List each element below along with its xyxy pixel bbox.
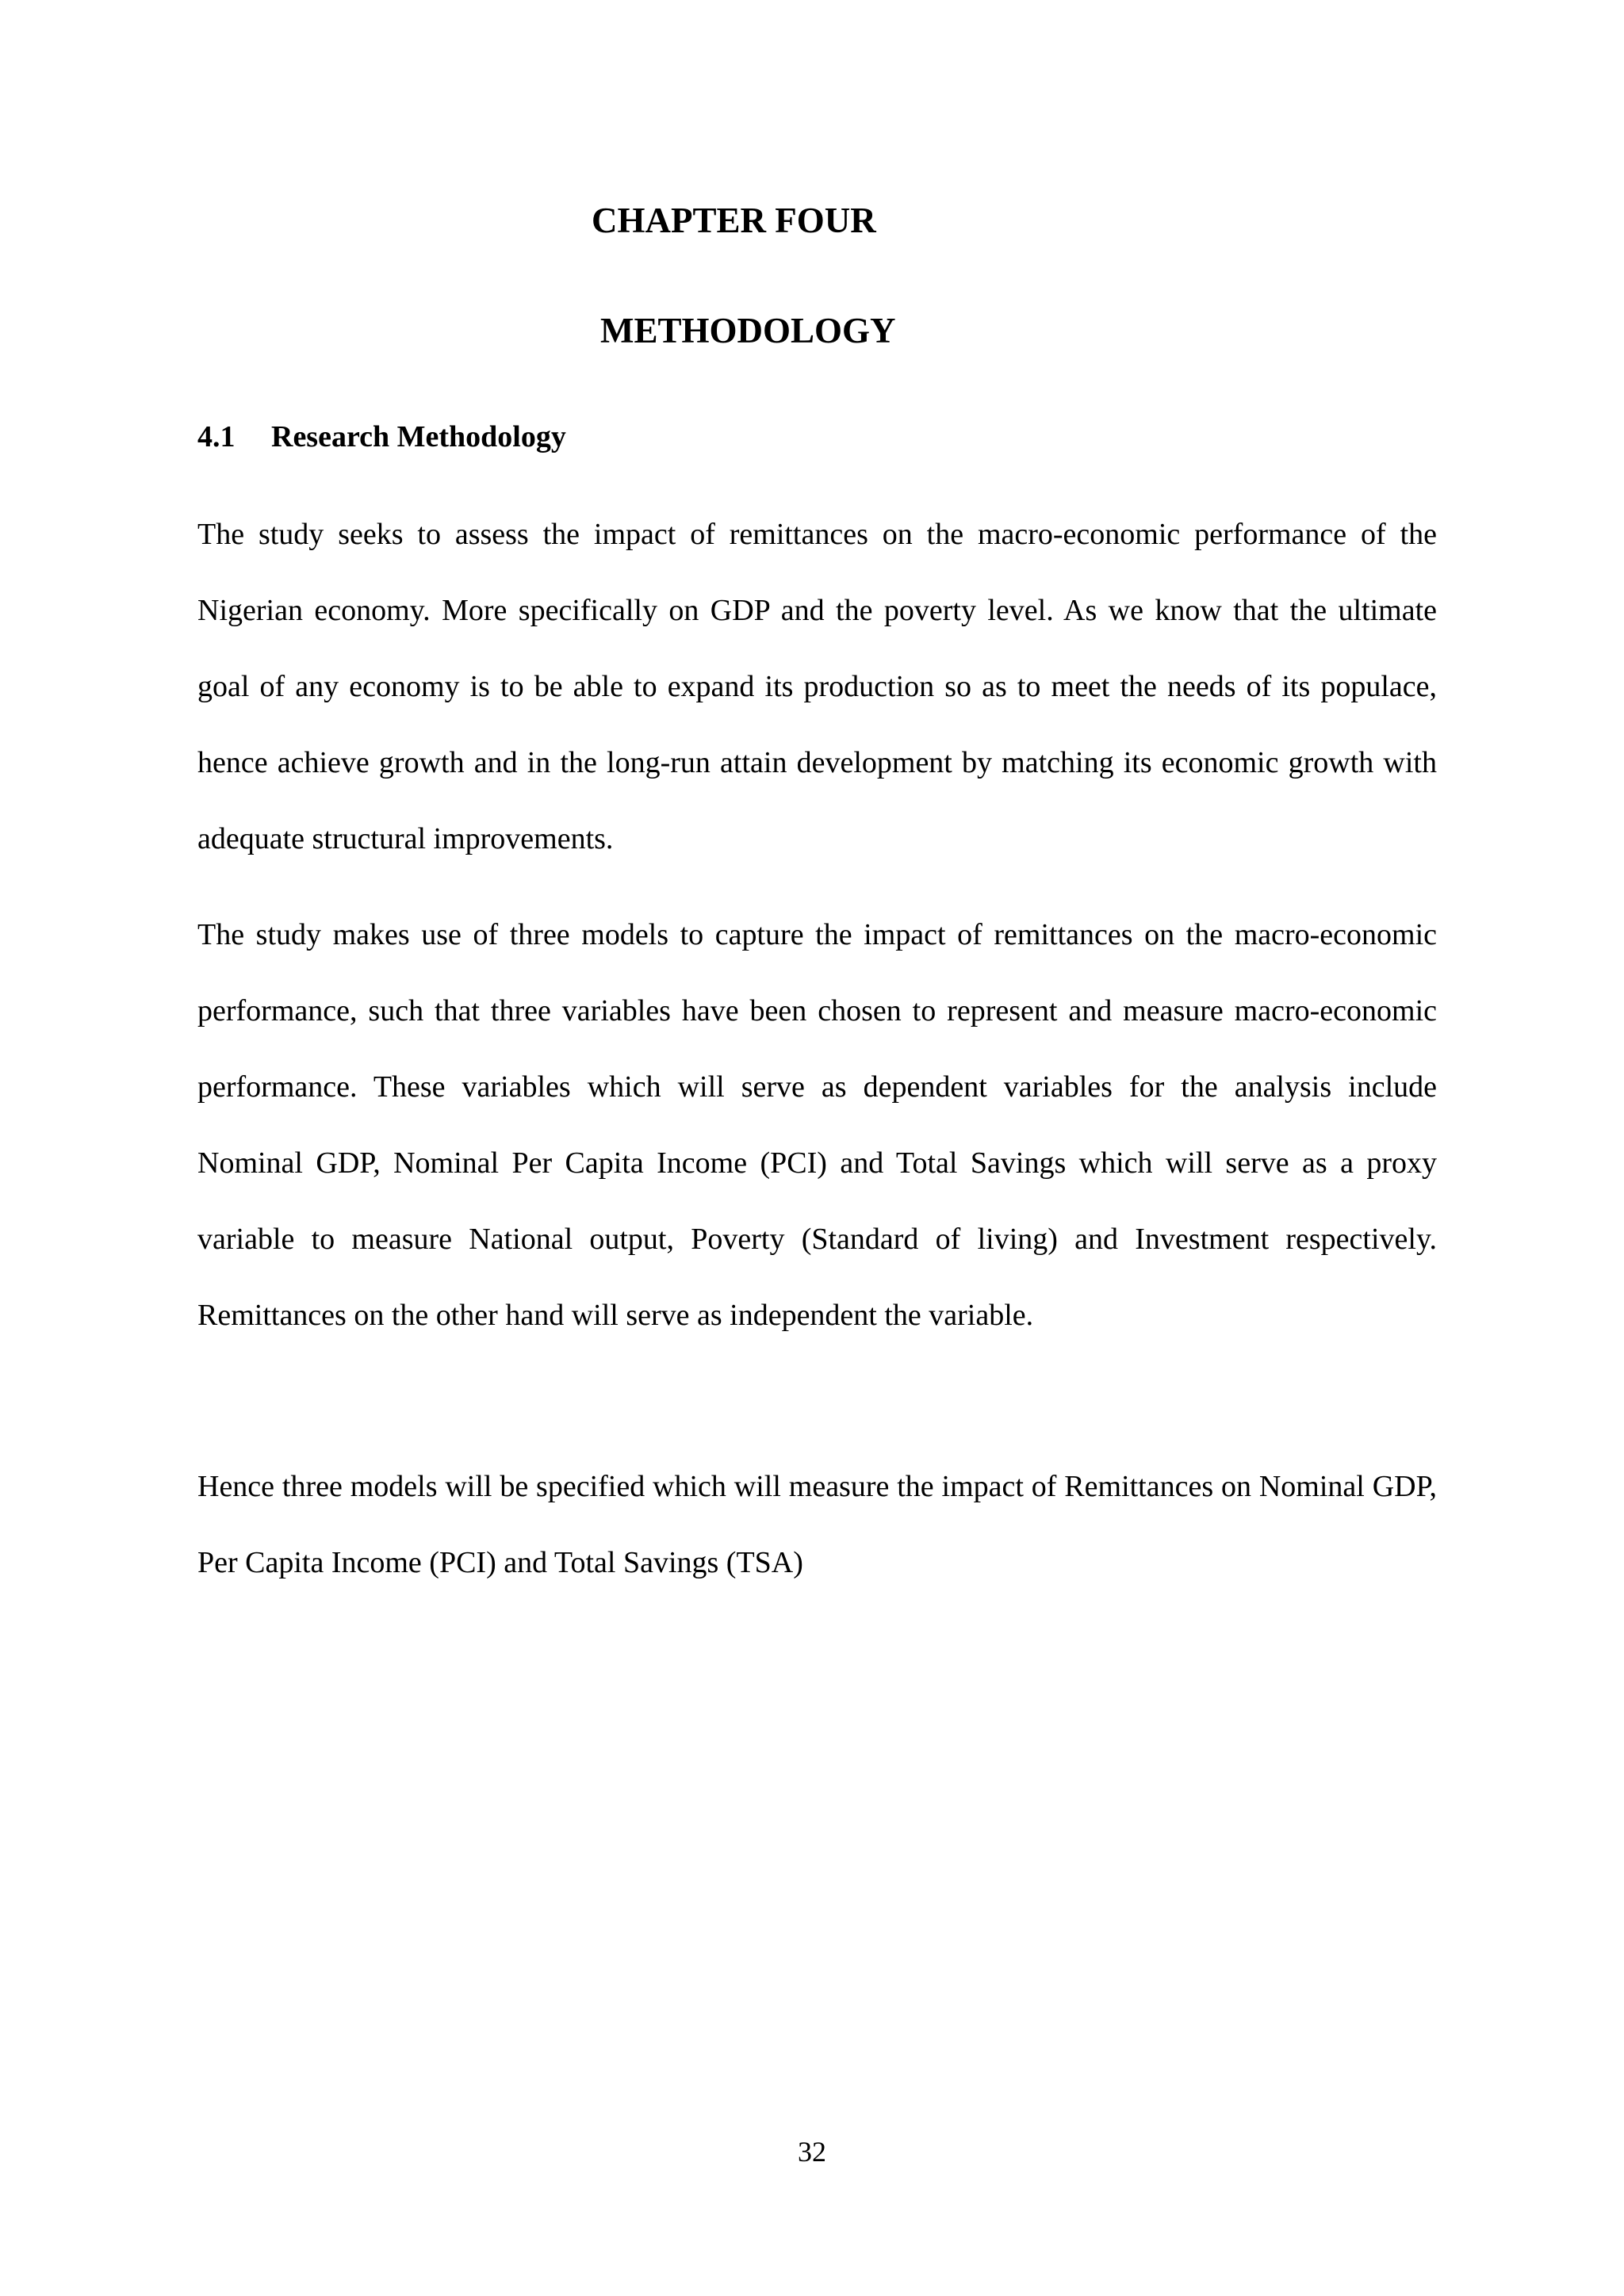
chapter-title: CHAPTER FOUR — [592, 201, 876, 240]
paragraph-2: The study makes use of three models to capture the impact of remittances on the macro-economic performance, such that three variables have been chosen to represent and measure macro-economic performance. These variables which will serve as dependent variables for the analysis include Nominal GDP, Nominal Per Capita Income (PCI) and Total Savings which will serve as a proxy variable to measure National output, Poverty (Standard of living) and Investment respectively. Remittances on the other hand will serve as independent the variable. — [197, 918, 1437, 1332]
page-number: 32 — [798, 2136, 826, 2168]
paragraph-3: Hence three models will be specified which will measure the impact of Remittances on Nominal GDP, Per Capita Income (PCI) and Total Savings (TSA) — [197, 1470, 1437, 1579]
paragraph-1: The study seeks to assess the impact of remittances on the macro-economic performance of the Nigerian economy. More specifically on GDP and the poverty level. As we know that the ultimate goal of any economy is to be able to expand its production so as to meet the needs of its populace, hence achieve growth and in the long-run attain development by matching its economic growth with adequate structural improvements. — [197, 518, 1437, 855]
section-number: 4.1 — [197, 420, 236, 453]
section-heading — [197, 416, 566, 457]
section-title: Research Methodology — [271, 420, 566, 453]
chapter-subtitle: METHODOLOGY — [600, 311, 896, 350]
